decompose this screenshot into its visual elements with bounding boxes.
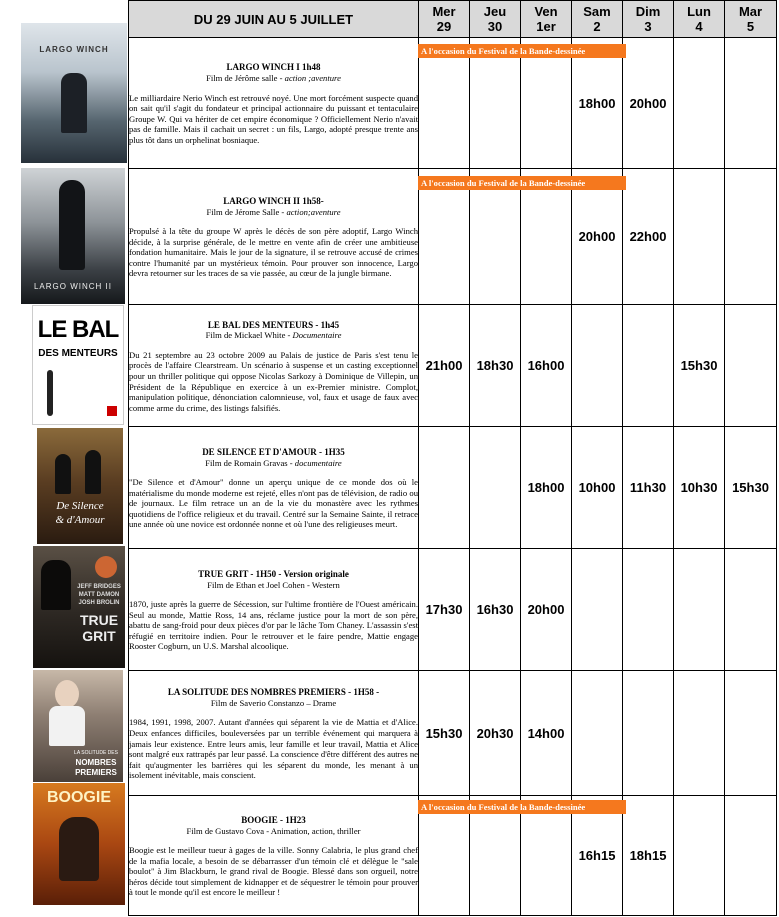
film-description: [129, 796, 419, 916]
festival-banner: A l'occasion du Festival de la Bande-dessinée: [418, 800, 626, 814]
day-header-lun: [674, 1, 725, 38]
day-name: Ven: [534, 4, 558, 19]
showtime-cell: [470, 427, 521, 549]
showtime-cell: [725, 169, 777, 305]
showtime-cell: [623, 305, 674, 427]
showtime-cell: [623, 671, 674, 796]
poster-title-2: DES MENTEURS: [38, 348, 118, 359]
film-title: LARGO WINCH II 1h58-: [223, 195, 324, 206]
poster-cast-1: JEFF BRIDGES: [77, 584, 121, 590]
film-title: LARGO WINCH I 1h48: [226, 62, 321, 73]
showtime-cell: 16h30: [470, 549, 521, 671]
poster-title: LARGO WINCH II: [33, 282, 112, 291]
film-genre: documentaire: [294, 457, 342, 468]
film-row: [129, 305, 777, 427]
showtime-cell: 18h15: [623, 796, 674, 916]
film-row: [129, 549, 777, 671]
film-director: Film de Romain Gravas -: [205, 457, 295, 468]
film-synopsis: 1984, 1991, 1998, 2007. Autant d'années qui séparent la vie de Mattia et d'Alice. Deux enfances difficiles, bouleversées par un terrible événement qui marquera à jamais leur existence. Entre leurs amis, leur famille et leur travail, Mattia et Alice sont malgré eux rattrapés par leur passé. La conscience d'être différent des autres ne fait qu'augmenter les barrières qui les séparent du monde, les menant à un isolement inévitable, mais conscient.: [129, 717, 418, 781]
film-credits: [129, 330, 418, 341]
poster-cast-2: MATT DAMON: [78, 592, 120, 598]
day-name: Sam: [583, 4, 611, 19]
film-synopsis: 1870, juste après la guerre de Sécession, sur l'ultime frontière de l'Ouest américain. Seul au monde, Mattie Ross, 14 ans, réclame justice pour la mort de son père, abattu de sang-froid pour deux pièces d'or par le lâche Tom Chaney. L'assassin s'est réfugié en territoire indien. Pour le retrouver et le faire pendre, Mattie engage Rooster Cogburn, un U.S. Marshal alcoolique.: [129, 599, 418, 652]
showtime-cell: 20h30: [470, 671, 521, 796]
showtime-cell: [674, 549, 725, 671]
poster-title-3: PREMIERS: [75, 768, 117, 777]
film-credits: [129, 458, 418, 469]
showtime-cell: [674, 796, 725, 916]
festival-banner: A l'occasion du Festival de la Bande-dessinée: [418, 44, 626, 58]
film-description: [129, 671, 419, 796]
day-header-dim: [623, 1, 674, 38]
poster-title: LARGO WINCH: [39, 45, 109, 54]
day-number: 5: [746, 19, 755, 34]
film-row: [129, 671, 777, 796]
showtime-cell: 15h30: [725, 427, 777, 549]
poster-title-1: LE BAL: [37, 316, 119, 343]
showtime-cell: 21h00: [419, 305, 470, 427]
film-director: Film de Mickael White -: [205, 330, 293, 341]
showtime-cell: 20h00: [623, 38, 674, 169]
film-row: [129, 427, 777, 549]
film-credits: [129, 73, 418, 84]
film-title: TRUE GRIT - 1H50 - Version originale: [198, 568, 349, 579]
film-director: Film de Jérome Salle -: [206, 206, 287, 217]
festival-banner: A l'occasion du Festival de la Bande-dessinée: [418, 176, 626, 190]
film-synopsis: Du 21 septembre au 23 octobre 2009 au Palais de justice de Paris s'est tenu le procès de l'affaire Clearstream. Un scénario à suspense et un casting exceptionnel pour un thriller politique qui oppose Nicolas Sarkozy à Dominique de Villepin, un Président de la République en exercice à un ex-Premier ministre. Complot, manipulation politique, dénonciation calomnieuse, vol, faux et usage de faux avec comme arme du crime, des listings falsifiés.: [129, 349, 418, 413]
day-name: Jeu: [483, 4, 507, 19]
showtime-cell: [674, 38, 725, 169]
day-number: 30: [487, 19, 503, 34]
week-title: DU 29 JUIN AU 5 JUILLET: [129, 1, 419, 38]
poster-largo-winch-2: [21, 168, 125, 304]
film-description: [129, 549, 419, 671]
showtime-cell: 10h00: [572, 427, 623, 549]
film-director: Film de Gustavo Cova - Animation, action, thriller: [186, 825, 361, 836]
showtime-cell: [725, 549, 777, 671]
film-title: DE SILENCE ET D'AMOUR - 1H35: [202, 446, 345, 457]
film-credits: [129, 698, 418, 709]
film-credits: [129, 580, 418, 591]
header-row: [129, 1, 777, 38]
film-synopsis: Le milliardaire Nerio Winch est retrouvé noyé. Une mort forcément suspecte quand on sait qu'il s'agit du fondateur et principal actionnaire du puissant et tentaculaire Groupe W. Qui va hériter de cet empire économique ? Officiellement Nerio n'avait pas de famille. Mais il cachait un secret : un fils, Largo, adopté presque trente ans plus tôt dans un orphelinat bosniaque.: [129, 92, 418, 145]
showtime-cell: 11h30: [623, 427, 674, 549]
showtime-cell: 20h00: [521, 549, 572, 671]
film-description: [129, 305, 419, 427]
showtime-cell: 22h00: [623, 169, 674, 305]
poster-title-2: NOMBRES: [75, 758, 117, 767]
film-title: LA SOLITUDE DES NOMBRES PREMIERS - 1H58 -: [167, 687, 380, 698]
poster-boogie: [33, 783, 125, 905]
schedule-table: [128, 0, 777, 916]
showtime-cell: [725, 38, 777, 169]
day-header-mar: [725, 1, 777, 38]
showtime-cell: 14h00: [521, 671, 572, 796]
showtime-cell: [725, 796, 777, 916]
day-header-sam: [572, 1, 623, 38]
day-number: 4: [695, 19, 703, 34]
poster-title-1: TRUE: [79, 612, 119, 628]
day-header-ven: [521, 1, 572, 38]
showtime-cell: 15h30: [419, 671, 470, 796]
showtime-cell: 20h00: [572, 169, 623, 305]
showtime-cell: 16h00: [521, 305, 572, 427]
day-name: Lun: [687, 4, 711, 19]
showtime-cell: [674, 671, 725, 796]
film-genre: action ;aventure: [284, 73, 341, 84]
showtime-cell: 18h00: [521, 427, 572, 549]
film-synopsis: Propulsé à la tête du groupe W après le décès de son père adoptif, Largo Winch décide, à la surprise générale, de le mettre en vente afin de créer une ambitieuse fondation humanitaire. Mais le jour de la signature, il se retrouve accusé de crimes contre l'humanité par un mystérieux témoin. Pour prouver son innocence, Largo devra retourner sur les traces de sa vie passée, au cœur de la jungle birmane.: [129, 226, 418, 279]
day-name: Dim: [635, 4, 661, 19]
day-number: 3: [644, 19, 652, 34]
showtime-cell: [572, 549, 623, 671]
film-credits: [129, 826, 418, 837]
film-title: LE BAL DES MENTEURS - 1h45: [207, 319, 340, 330]
poster-title: BOOGIE: [46, 789, 111, 806]
day-number: 29: [436, 19, 452, 34]
poster-true-grit: [33, 546, 125, 668]
poster-largo-winch: [21, 23, 127, 163]
poster-le-bal-des-menteurs: [32, 305, 124, 425]
poster-title-1: LA SOLITUDE DES: [74, 750, 118, 756]
showtime-cell: 16h15: [572, 796, 623, 916]
showtime-cell: [419, 427, 470, 549]
film-title: BOOGIE - 1H23: [241, 814, 306, 825]
showtime-cell: [623, 549, 674, 671]
film-synopsis: "De Silence et d'Amour" donne un aperçu unique de ce monde dos où le matérialisme du monde moderne est rejeté, elles n'ont pas de télévision, de radio ou de journaux. Le film retrace un an de la vie du monastère avec les rythmes quotidiens de l'office religieux et du travail. Centré sur la Semaine Sainte, il retrace une année où une novice est ordonnée nonne et où l'une des religieuses meurt.: [129, 477, 418, 530]
poster-cast-3: JOSH BROLIN: [78, 600, 120, 606]
showtime-cell: [572, 671, 623, 796]
showtime-cell: [674, 169, 725, 305]
film-credits: [129, 207, 418, 218]
poster-de-silence-et-d-amour: [37, 428, 123, 544]
showtime-cell: 10h30: [674, 427, 725, 549]
showtime-cell: 15h30: [674, 305, 725, 427]
day-name: Mer: [432, 4, 456, 19]
day-number: 2: [593, 19, 601, 34]
film-director: Film de Jérôme salle -: [206, 73, 285, 84]
film-director: Film de Saverio Constanzo – Drame: [210, 697, 337, 708]
film-genre: action;aventure: [286, 206, 341, 217]
showtime-cell: [725, 305, 777, 427]
showtime-cell: [572, 305, 623, 427]
poster-title-1: De Silence: [56, 500, 104, 512]
poster-title-2: & d'Amour: [55, 514, 105, 526]
showtime-cell: 18h00: [572, 38, 623, 169]
film-description: [129, 427, 419, 549]
film-description: [129, 169, 419, 305]
day-name: Mar: [738, 4, 763, 19]
film-description: [129, 38, 419, 169]
film-synopsis: Boogie est le meilleur tueur à gages de la ville. Sonny Calabria, le plus grand chef de la mafia locale, a besoin de se débarrasser d'un témoin clé et délègue le "sale boulot" à Jim Blackburn, le grand rival de Boogie. Blessé dans son orgueil, notre héros décide tout simplement de kidnapper et de séquestrer le témoin pour prouver à tout le monde qu'il est encore le meilleur !: [129, 845, 418, 898]
film-genre: Documentaire: [292, 330, 342, 341]
showtime-cell: [725, 671, 777, 796]
poster-title-2: GRIT: [82, 628, 116, 644]
showtime-cell: 18h30: [470, 305, 521, 427]
showtime-cell: 17h30: [419, 549, 470, 671]
day-number: 1er: [536, 19, 556, 34]
poster-la-solitude-des-nombres-premiers: [33, 670, 123, 782]
day-header-jeu: [470, 1, 521, 38]
film-director: Film de Ethan et Joel Cohen - Western: [207, 579, 340, 590]
day-header-mer: [419, 1, 470, 38]
